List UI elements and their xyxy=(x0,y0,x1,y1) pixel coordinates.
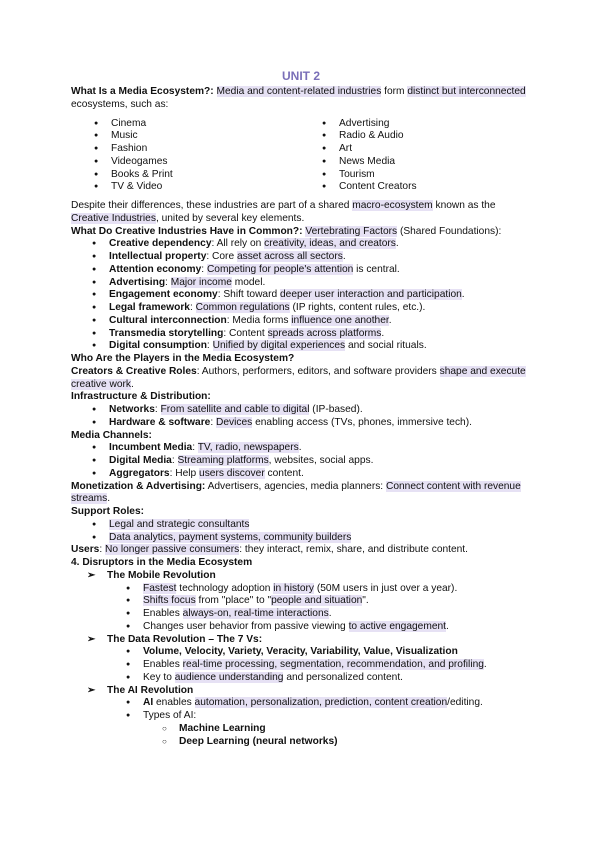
list-item: ● Fastest technology adoption in history (50M users in just over a year). xyxy=(143,583,531,596)
list-item: ● Intellectual property: Core asset across all sectors. xyxy=(109,251,531,264)
infrastructure-list xyxy=(71,404,531,430)
list-item: ● Engagement economy: Shift toward deeper user interaction and participation. xyxy=(109,289,531,302)
arrow-heading: ➢ The Data Revolution – The 7 Vs: xyxy=(107,634,531,647)
list-item: ● Changes user behavior from passive viewing to active engagement. xyxy=(143,621,531,634)
list-item: ● Digital consumption: Unified by digital experiences and social rituals. xyxy=(109,340,531,353)
list-item: ● Shifts focus from "place" to "people and situation". xyxy=(143,595,531,608)
industries-right-column xyxy=(339,118,489,195)
list-item: ● Enables always-on, real-time interactions. xyxy=(143,608,531,621)
list-item: ○ Deep Learning (neural networks) xyxy=(179,736,531,749)
list-item: ● Content Creators xyxy=(339,181,489,194)
channels-heading: Media Channels: xyxy=(71,429,152,441)
list-item: ● Tourism xyxy=(339,169,489,182)
page-title: UNIT 2 xyxy=(281,69,320,83)
list-item: ● Digital Media: Streaming platforms, websites, social apps. xyxy=(109,455,531,468)
list-item: ● Books & Print xyxy=(111,169,339,182)
users-paragraph: Users: No longer passive consumers: they interact, remix, share, and distribute content. xyxy=(71,544,468,556)
industries-left-column xyxy=(111,118,339,195)
list-item: ● Networks: From satellite and cable to digital (IP-based). xyxy=(109,404,531,417)
disruptor-mobile xyxy=(107,570,531,634)
list-item: ● Incumbent Media: TV, radio, newspapers. xyxy=(109,442,531,455)
list-item: ● Key to audience understanding and personalized content. xyxy=(143,672,531,685)
list-item: ● Hardware & software: Devices enabling access (TVs, phones, immersive tech). xyxy=(109,417,531,430)
list-item: ● Legal framework: Common regulations (IP rights, content rules, etc.). xyxy=(109,302,531,315)
list-item: ● Radio & Audio xyxy=(339,130,489,143)
disruptors-heading: 4. Disruptors in the Media Ecosystem xyxy=(71,557,253,568)
list-item: ● TV & Video xyxy=(111,181,339,194)
list-item: ● Creative dependency: All rely on creativity, ideas, and creators. xyxy=(109,238,531,251)
list-item: ● News Media xyxy=(339,156,489,169)
ai-types-list xyxy=(143,723,531,749)
arrow-heading: ➢ The AI Revolution xyxy=(107,685,531,698)
media-ecosystem-question: What Is a Media Ecosystem?: Media and content-related industries form distinct but interconnected ecosystems, such as: xyxy=(71,86,526,110)
list-item: ● AI enables automation, personalization, prediction, content creation/editing. xyxy=(143,697,531,710)
list-item: ● Fashion xyxy=(111,143,339,156)
list-item: ● Legal and strategic consultants xyxy=(109,519,531,532)
infrastructure-heading: Infrastructure & Distribution: xyxy=(71,391,211,403)
channels-list xyxy=(71,442,531,480)
list-item: ● Cultural interconnection: Media forms influence one another. xyxy=(109,315,531,328)
list-item: ● Advertising xyxy=(339,118,489,131)
common-factors-question: What Do Creative Industries Have in Common?: Vertebrating Factors (Shared Foundations): xyxy=(71,225,502,237)
list-item: ○ Machine Learning xyxy=(179,723,531,736)
creators-paragraph: Creators & Creative Roles: Authors, performers, editors, and software providers shape and execute creative work. xyxy=(71,365,526,390)
list-item: ● Data analytics, payment systems, community builders xyxy=(109,532,531,545)
support-heading: Support Roles: xyxy=(71,506,145,517)
list-item: ● Art xyxy=(339,143,489,156)
industries-list xyxy=(71,118,531,195)
disruptors-list xyxy=(71,570,531,749)
question-label: What Is a Media Ecosystem?: xyxy=(71,86,214,97)
list-item: ● Enables real-time processing, segmentation, recommendation, and profiling. xyxy=(143,659,531,672)
players-heading: Who Are the Players in the Media Ecosystem? xyxy=(71,353,295,364)
support-list xyxy=(71,519,531,545)
list-item: ● Advertising: Major income model. xyxy=(109,277,531,290)
list-item: ● Transmedia storytelling: Content spreads across platforms. xyxy=(109,328,531,341)
disruptor-ai xyxy=(107,685,531,749)
list-item: ● Music xyxy=(111,130,339,143)
arrow-heading: ➢ The Mobile Revolution xyxy=(107,570,531,583)
list-item: ● Volume, Velocity, Variety, Veracity, Variability, Value, Visualization xyxy=(143,646,531,659)
factors-list xyxy=(71,238,531,353)
disruptor-data xyxy=(107,634,531,685)
monetization-paragraph: Monetization & Advertising: Advertisers, agencies, media planners: Connect content with revenue streams. xyxy=(71,480,521,505)
document-page xyxy=(71,68,531,748)
creative-industries-paragraph: Despite their differences, these industries are part of a shared macro-ecosystem known as the Creative Industries, united by several key elements. xyxy=(71,200,496,224)
list-item: ● Aggregators: Help users discover content. xyxy=(109,468,531,481)
list-item: ● Cinema xyxy=(111,118,339,131)
list-item: ● Attention economy: Competing for people's attention is central. xyxy=(109,264,531,277)
list-item: ● Videogames xyxy=(111,156,339,169)
list-item: ● Types of AI: ○ Machine Learning ○ Deep Learning (neural networks) xyxy=(143,710,531,748)
